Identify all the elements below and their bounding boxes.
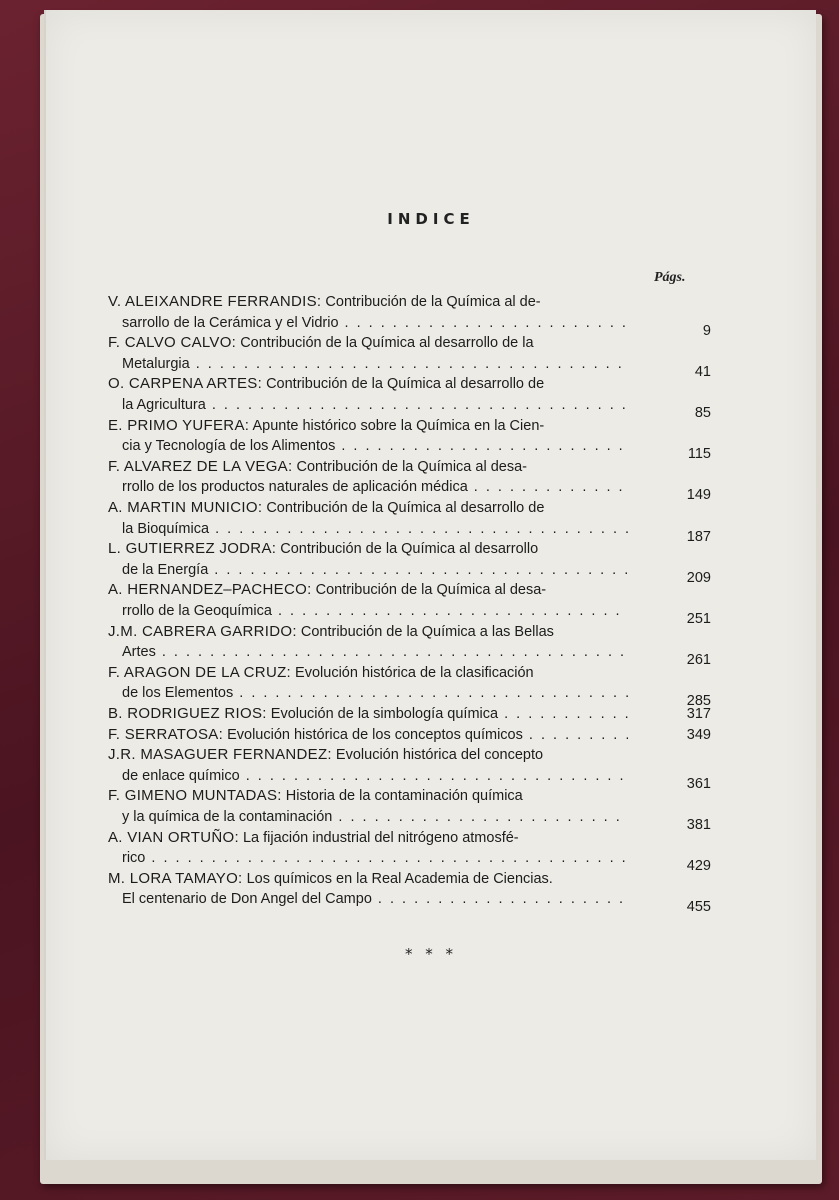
- toc-entry-second-line: [122, 766, 628, 786]
- toc-entry-title-continued: de enlace químico . . .: [122, 768, 628, 784]
- toc-entry-page-number: 149: [686, 487, 711, 504]
- toc-entry-title: La fijación industrial del nitrógeno atmosfé-: [242, 829, 519, 846]
- toc-entry-second-line: [122, 395, 628, 415]
- toc-entry-author: M. LORA TAMAYO:: [108, 869, 243, 887]
- toc-entry-author: V. ALEIXANDRE FERRANDIS:: [108, 293, 322, 310]
- toc-entry-title: Contribución de la Química al desa-: [315, 582, 547, 599]
- toc-entry-second-line: [122, 642, 628, 662]
- toc-entry-title-continued: y la química de la contaminación . . .: [122, 809, 628, 825]
- toc-entry-title-continued: la Bioquímica . . .: [122, 521, 628, 537]
- toc-entry-first-line: [108, 828, 628, 848]
- toc-entry-second-line: [122, 313, 628, 333]
- toc-entry-title-continued: Metalurgia . . .: [122, 356, 628, 372]
- toc-entry-title: Contribución de la Química a las Bellas: [300, 623, 554, 640]
- toc-entry-title: Contribución de la Química al de-: [325, 294, 541, 310]
- toc-entry-first-line: [108, 374, 628, 394]
- toc-entry-second-line: [122, 807, 628, 827]
- toc-entry-author: F. SERRATOSA:: [108, 725, 224, 743]
- toc-entry-title: Contribución de la Química al desarrollo: [280, 541, 539, 558]
- toc-entry-first-line: [108, 663, 628, 683]
- toc-entry-title-continued: rrollo de los productos naturales de aplicación médica . . .: [122, 479, 628, 495]
- toc-entry-title: Evolución de la simbología química . . .: [271, 706, 628, 722]
- toc-entry-author: A. VIAN ORTUÑO:: [108, 828, 239, 846]
- toc-entry-title: Contribución de la Química al desarrollo de: [266, 500, 545, 516]
- toc-entry-author: O. CARPENA ARTES:: [108, 375, 263, 393]
- toc-entry-page-number: 41: [694, 363, 711, 380]
- table-of-contents: [46, 10, 816, 1160]
- toc-entry-second-line: [122, 601, 628, 621]
- toc-entry-title-continued: cia y Tecnología de los Alimentos . . .: [122, 438, 628, 454]
- toc-entry-author: B. RODRIGUEZ RIOS:: [108, 705, 267, 722]
- toc-entry-author: F. ALVAREZ DE LA VEGA:: [108, 457, 293, 475]
- toc-entry-first-line: [108, 333, 628, 353]
- toc-entry-page-number: 209: [686, 569, 711, 586]
- toc-entry-first-line: [108, 292, 628, 312]
- toc-entry-first-line: [108, 869, 628, 889]
- toc-entry-author: F. CALVO CALVO:: [108, 334, 237, 352]
- toc-entry-title: Evolución histórica del concepto: [335, 747, 544, 764]
- toc-entry-page-number: 251: [686, 611, 711, 627]
- toc-entry-second-line: [122, 354, 628, 374]
- toc-entry-second-line: [122, 436, 628, 456]
- toc-entry-title-continued: Artes . . .: [122, 644, 628, 660]
- closing-asterisks: * * *: [404, 945, 458, 963]
- pages-column-label: Págs.: [654, 270, 686, 285]
- toc-entry-page-number: 429: [686, 858, 711, 875]
- toc-entry-page-number: 115: [687, 446, 711, 463]
- toc-entry-page-number: 317: [686, 706, 711, 722]
- toc-entry-page-number: 349: [686, 726, 711, 743]
- book-page: [44, 10, 816, 1160]
- toc-entry-first-line: [108, 704, 628, 724]
- toc-entry-page-number: 9: [702, 322, 711, 339]
- toc-entry-second-line: [122, 848, 628, 868]
- toc-entry-title: Los químicos en la Real Academia de Ciencias.: [246, 870, 553, 887]
- toc-entry-second-line: [122, 560, 628, 580]
- toc-entry-author: J.M. CABRERA GARRIDO:: [108, 622, 297, 640]
- toc-entry-first-line: [108, 498, 628, 518]
- toc-entry-author: F. GIMENO MUNTADAS:: [108, 787, 282, 805]
- toc-entry-title-continued: El centenario de Don Angel del Campo . . .: [122, 891, 628, 907]
- toc-entry-page-number: 455: [686, 899, 711, 916]
- toc-entry-first-line: [108, 725, 628, 745]
- toc-entry-title-continued: rrollo de la Geoquímica . . .: [122, 603, 628, 619]
- toc-entry-page-number: 381: [686, 817, 711, 833]
- toc-entry-page-number: 361: [686, 775, 711, 792]
- toc-entry-title-continued: rico . . .: [122, 850, 628, 866]
- toc-entry-page-number: 187: [686, 528, 711, 545]
- toc-entry-first-line: [108, 416, 628, 436]
- toc-entry-second-line: [122, 519, 628, 539]
- toc-entry-title-continued: de los Elementos . . .: [122, 685, 628, 701]
- toc-entry-second-line: [122, 477, 628, 497]
- toc-entry-title: Evolución histórica de la clasificación: [295, 664, 534, 681]
- toc-entry-first-line: [108, 457, 628, 477]
- toc-entry-second-line: [122, 889, 628, 909]
- toc-entry-title-continued: sarrollo de la Cerámica y el Vidrio . . .: [122, 315, 628, 331]
- toc-entry-title: Contribución de la Química al desa-: [296, 458, 527, 475]
- toc-entry-title-continued: la Agricultura . . .: [122, 397, 628, 413]
- toc-entry-author: L. GUTIERREZ JODRA:: [108, 540, 277, 558]
- toc-entry-title: Contribución de la Química al desarrollo de: [266, 376, 545, 393]
- toc-entry-first-line: [108, 745, 628, 765]
- toc-entry-author: J.R. MASAGUER FERNANDEZ:: [108, 746, 332, 764]
- toc-entry-page-number: 261: [686, 652, 711, 669]
- toc-entry-author: F. ARAGON DE LA CRUZ:: [108, 663, 292, 681]
- toc-entry-author: E. PRIMO YUFERA:: [108, 416, 250, 434]
- toc-entry-author: A. MARTIN MUNICIO:: [108, 499, 263, 516]
- toc-entry-title: Evolución histórica de los conceptos químicos . . .: [227, 727, 628, 743]
- toc-entry-page-number: 85: [694, 405, 711, 421]
- toc-entry-first-line: [108, 580, 628, 600]
- toc-entry-second-line: [122, 683, 628, 703]
- toc-entry-author: A. HERNANDEZ–PACHECO:: [108, 581, 312, 599]
- toc-entry-first-line: [108, 622, 628, 642]
- page-title: INDICE: [387, 210, 475, 228]
- toc-entry-title: Apunte histórico sobre la Química en la Cien-: [252, 417, 545, 434]
- toc-entry-title: Contribución de la Química al desarrollo de la: [240, 335, 534, 352]
- toc-entry-title-continued: de la Energía . . .: [122, 562, 628, 578]
- toc-entry-page-number: 285: [686, 693, 711, 710]
- toc-entry-title: Historia de la contaminación química: [285, 788, 523, 805]
- toc-entry-first-line: [108, 539, 628, 559]
- toc-entry-first-line: [108, 786, 628, 806]
